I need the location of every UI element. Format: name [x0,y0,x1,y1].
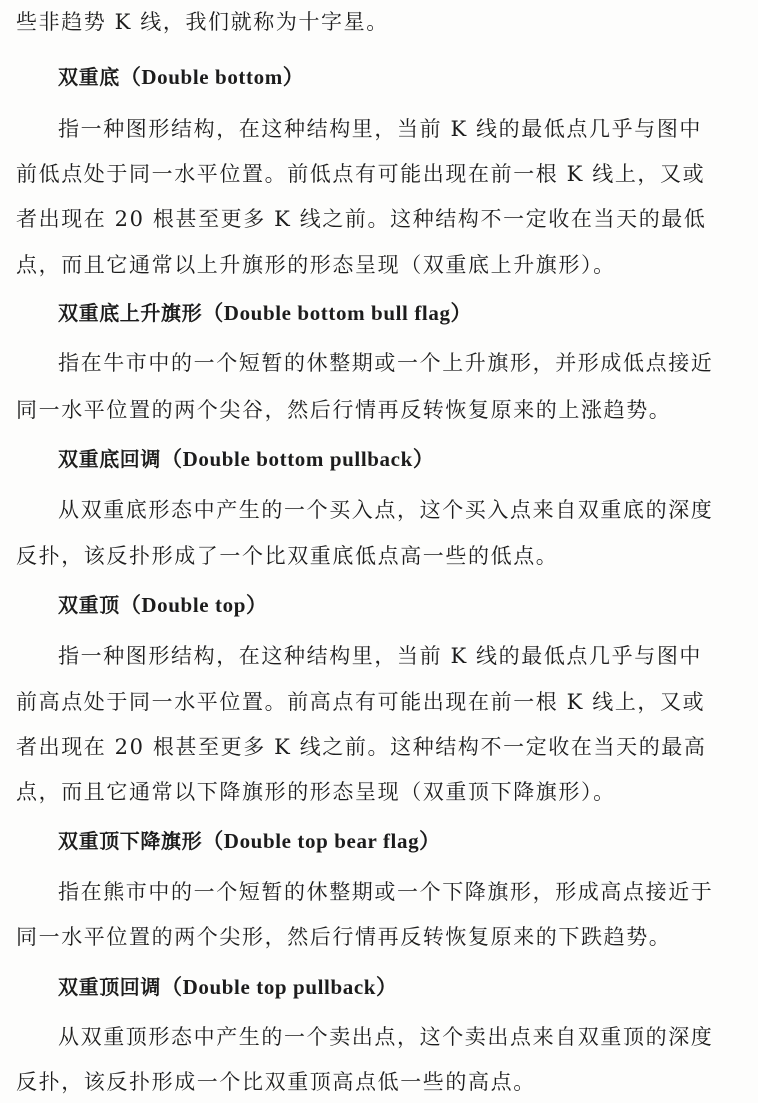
paragraph-line: 反扑，该反扑形成一个比双重顶高点低一些的高点。 [16,1070,536,1094]
paragraph-line: 同一水平位置的两个尖谷，然后行情再反转恢复原来的上涨趋势。 [16,398,672,422]
intro-line: 些非趋势 K 线，我们就称为十字星。 [16,10,389,34]
heading-en: （Double top pullback） [161,975,398,999]
heading-zh: 双重底上升旗形 [58,301,203,325]
entry-heading-double-bottom-bull-flag [58,298,472,328]
heading-en: （Double bottom pullback） [161,447,435,471]
entry-heading-double-top [58,590,268,620]
paragraph-line: 指在熊市中的一个短暂的休整期或一个下降旗形，形成高点接近于 [58,880,714,904]
paragraph-line: 前高点处于同一水平位置。前高点有可能出现在前一根 K 线上，又或 [16,690,706,714]
paragraph-line: 指一种图形结构，在这种结构里，当前 K 线的最低点几乎与图中 [58,644,703,668]
entry-heading-double-top-pullback [58,972,398,1002]
paragraph-line: 反扑，该反扑形成了一个比双重底低点高一些的低点。 [16,544,559,568]
entry-heading-double-top-bear-flag [58,826,441,856]
heading-zh: 双重顶下降旗形 [58,829,203,853]
paragraph-line: 指在牛市中的一个短暂的休整期或一个上升旗形，并形成低点接近 [58,351,714,375]
heading-en: （Double bottom） [119,65,305,89]
heading-en: （Double top bear flag） [202,829,441,853]
heading-en: （Double bottom bull flag） [202,301,473,325]
heading-zh: 双重底 [58,65,120,89]
paragraph-line: 点，而且它通常以下降旗形的形态呈现（双重顶下降旗形）。 [16,780,616,804]
paragraph-line: 者出现在 20 根甚至更多 K 线之前。这种结构不一定收在当天的最高 [16,735,707,759]
heading-zh: 双重顶 [58,593,120,617]
paragraph-line: 同一水平位置的两个尖形，然后行情再反转恢复原来的下跌趋势。 [16,925,672,949]
paragraph-line: 从双重底形态中产生的一个买入点，这个买入点来自双重底的深度 [58,498,714,522]
paragraph-line: 前低点处于同一水平位置。前低点有可能出现在前一根 K 线上，又或 [16,162,706,186]
entry-heading-double-bottom-pullback [58,444,434,474]
heading-en: （Double top） [119,593,268,617]
entry-heading-double-bottom [58,62,304,92]
paragraph-line: 从双重顶形态中产生的一个卖出点，这个卖出点来自双重顶的深度 [58,1025,714,1049]
heading-zh: 双重顶回调 [58,975,161,999]
paragraph-line: 点，而且它通常以上升旗形的形态呈现（双重底上升旗形）。 [16,253,616,277]
paragraph-line: 指一种图形结构，在这种结构里，当前 K 线的最低点几乎与图中 [58,117,703,141]
paragraph-line: 者出现在 20 根甚至更多 K 线之前。这种结构不一定收在当天的最低 [16,207,707,231]
heading-zh: 双重底回调 [58,447,161,471]
